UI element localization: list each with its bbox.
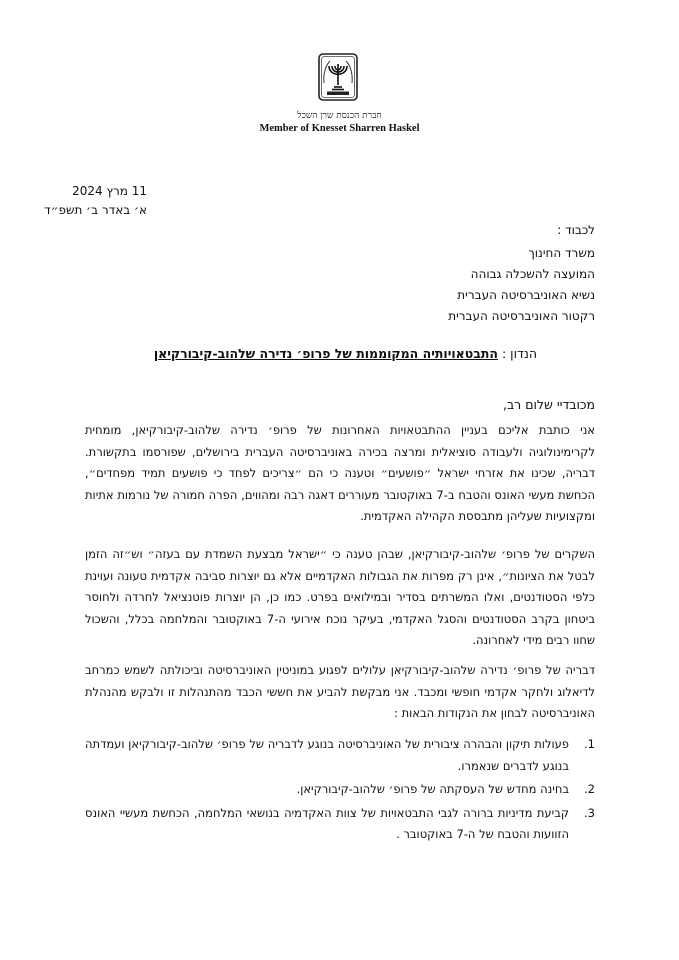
recipient-heading: לכבוד : — [557, 223, 595, 237]
list-item-text: פעולות תיקון והבהרה ציבורית של האוניברסיטה בנוגע לדבריה של פרופ׳ שלהוב-קיבורקיאן ועמדתה בנוגע לדברים שנאמרו. — [85, 737, 569, 773]
recipient-line: משרד החינוך — [528, 246, 595, 260]
requests-list — [85, 734, 595, 848]
letterhead-english-name: Member of Knesset Sharren Haskel — [259, 123, 420, 134]
body-paragraph: השקרים של פרופ׳ שלהוב-קיבורקיאן, שבהן טענה כי ״ישראל מבצעת השמדת עם בעזה״ וש״זה הזמן לבטל את הציונות״, אינן רק מפרות את הגבולות האקדמיים אלא גם יוצרות סביבה אקדמית טעונה ועוינת כלפי הסטודנטים, ואלו המשרתים בסדיר ובמילואים בפרט. כמו כן, הן יוצרות פוטנציאל לחרדה ולחוסר ביטחון בקרב הסטודנטים והסגל האקדמי, בעיקר נוכח אירועי ה-7 באוקטובר והמלחמה בכלל, והשכול שחוו רבים מידי לאחרונה. — [85, 547, 595, 647]
subject-line — [154, 346, 537, 361]
recipient-line: רקטור האוניברסיטה העברית — [448, 309, 595, 323]
list-item-number: 2. — [584, 782, 595, 796]
list-item — [85, 779, 595, 801]
body-paragraph: דבריה של פרופ׳ נדירה שלהוב-קיבורקיאן עלולים לפגוע במוניטין האוניברסיטה וביכולתה לשמש כמרחב לדיאלוג ולחקר אקדמי חופשי ומכבד. אני מבקשת להביע את חששי הכבד מהתנהלות זו ולבקש מהנהלת האוניברסיטה לבחון את הנקודות הבאות : — [85, 663, 595, 720]
list-item-number: 3. — [584, 805, 595, 820]
menorah-emblem-icon — [318, 53, 358, 101]
recipient-line: נשיא האוניברסיטה העברית — [457, 288, 595, 302]
letterhead-hebrew-name: חברת הכנסת שרן השכל — [297, 111, 382, 121]
list-item-text: קביעת מדיניות ברורה לגבי התבטאויות של צוות האקדמיה בנושאי המלחמה, הכחשת מעשיי האונס הזוועות והטבח של ה-7 באוקטובר . — [85, 805, 569, 841]
subject-label: הנדון : — [502, 346, 537, 361]
body-paragraph: אני כותבת אליכם בעניין ההתבטאויות האחרונות של פרופ׳ נדירה שלהוב-קיבורקיאן, מומחית לקרימינולוגיה ולעבודה סוציאלית ומרצה בכירה באוניברסיטה העברית בירושלים, שפורסמו בתקשורת. דבריה, שכינו את אזרחי ישראל ״פושעים״ וטענה כי הם ״צריכים לפחד כי פושעים תמיד מפחדים״, הכחשת מעשי האונס והטבח ב-7 באוקטובר מעוררים דאגה רבה ומהווים, הפרה חמורה של נורמות אתיות ומקצועיות שעליהן מתבססת הקהילה האקדמית. — [85, 423, 595, 523]
subject-title: התבטאויותיה המקוממות של פרופ׳ נדירה שלהוב-קיבורקיאן — [153, 346, 499, 361]
date-hebrew: א׳ באדר ב׳ תשפ״ד — [44, 203, 147, 217]
list-item — [85, 734, 595, 777]
greeting: מכובדיי שלום רב, — [502, 397, 595, 412]
list-item-text: בחינה מחדש של העסקתה של פרופ׳ שלהוב-קיבורקיאן. — [296, 782, 569, 796]
date-gregorian: 11 מרץ 2024 — [72, 184, 147, 198]
list-item — [85, 803, 595, 846]
list-item-number: 1. — [584, 737, 595, 751]
recipient-line: המועצה להשכלה גבוהה — [470, 267, 595, 281]
